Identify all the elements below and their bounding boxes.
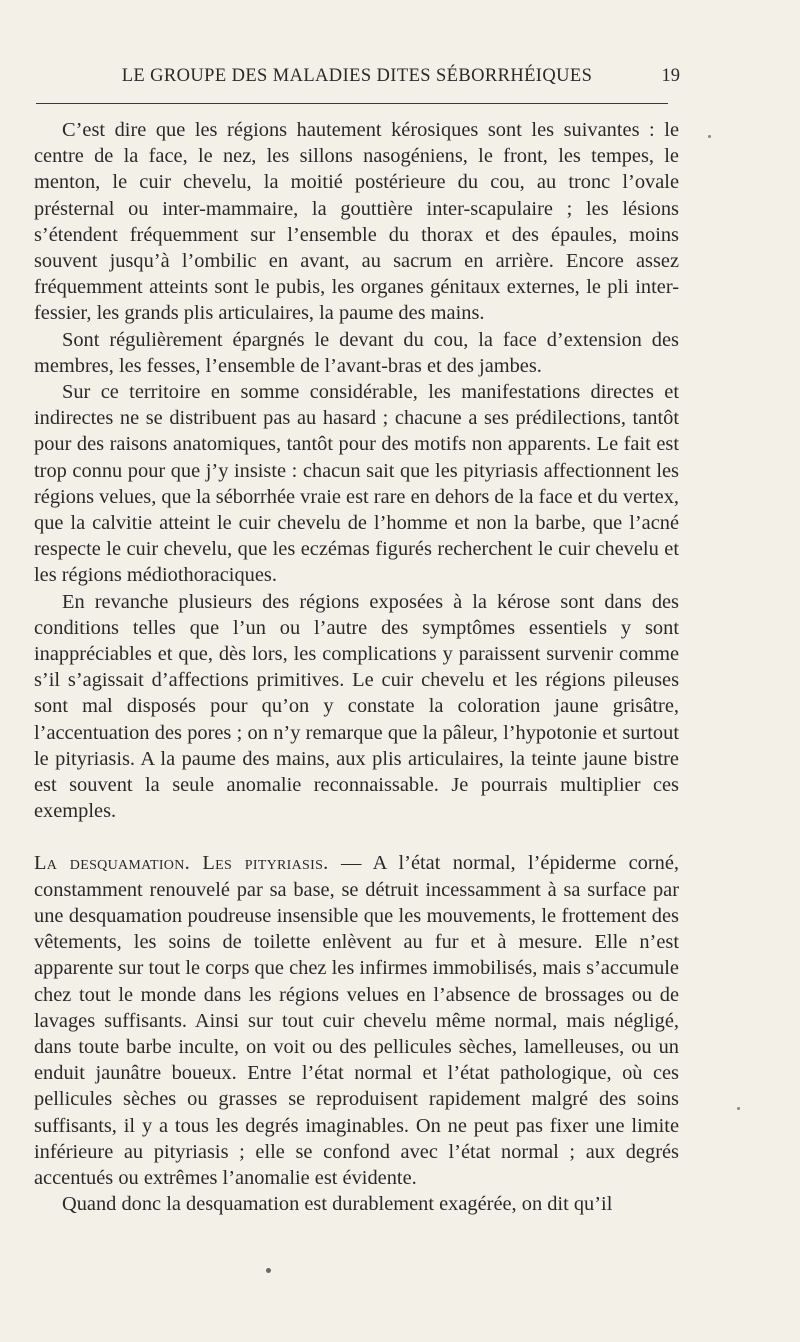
section-heading-desquamation: La desquamation. — [34, 852, 191, 875]
last-paragraph: Quand donc la desquamation est durablement exagérée, on dit qu’il — [62, 1193, 613, 1216]
paper-speck — [708, 135, 711, 138]
paragraph-4: En revanche plusieurs des régions exposées à la kérose sont dans des conditions telles que l’un ou l’autre des symptômes essentiels y sont inappréciables et que, dès lors, les complications y paraissent survenir comme s’il s’agissait d’affections primitives. Le cuir chevelu et les régions pileuses sont mal disposés pour qu’on y constate la coloration jaune grisâtre, l’accentuation des pores ; on n’y remarque que la pâleur, l’hypotonie et surtout le pityriasis. A la paume des mains, aux plis articulaires, la teinte jaune bistre est souvent la seule anomalie reconnaissable. Je pourrais multiplier ces exemples. — [34, 590, 679, 823]
running-head — [34, 62, 680, 92]
body-text — [34, 117, 679, 1217]
paragraph-1: C’est dire que les régions hautement kérosiques sont les suivantes : le centre de la face, le nez, les sillons nasogéniens, le front, les tempes, le menton, le cuir chevelu, la moitié postérieure du cou, au tronc l’ovale présternal ou inter-mammaire, la gouttière inter-scapulaire ; les lésions s’étendent fréquemment sur l’ensemble du thorax et des épaules, moins souvent jusqu’à l’ombilic en avant, au sacrum en arrière. Encore assez fréquemment atteints sont le pubis, les organes génitaux externes, le pli inter-fessier, les grands plis articulaires, la paume des mains. — [34, 119, 679, 325]
paragraph-2: Sont régulièrement épargnés le devant du cou, la face d’extension des membres, les fesses, l’ensemble de l’avant-bras et des jambes. — [34, 328, 679, 377]
section-lead-text: A l’état normal, l’épiderme corné, constamment renouvelé par sa base, se détruit incessamment à sa surface par une desquamation poudreuse insensible que les mouvements, le frottement des vêtements, les soins de toilette enlèvent au fur et à mesure. Elle n’est apparente sur tout le corps que chez les infirmes immobilisés, mais s’accumule chez tout le monde dans les régions velues en l’absence de brossages ou de lavages suffisants. Ainsi sur tout cuir chevelu même normal, mais négligé, dans toute barbe inculte, on voit ou des pellicules sèches, lamelleuses, ou un enduit jaunâtre boueux. Entre l’état normal et l’état pathologique, où ces pellicules sèches ou grasses se reproduisent rapidement malgré des soins suffisants, il y a tous les degrés imaginables. On ne peut pas fixer une limite inférieure au pityriasis ; elle se confond avec l’état normal ; aux degrés accentués ou extrêmes l’anomalie est évidente. — [34, 852, 679, 1189]
section-heading-pityriasis: Les pityriasis. — [202, 852, 329, 875]
paragraph-3: Sur ce territoire en somme considérable, les manifestations directes et indirectes ne se distribuent pas au hasard ; chacune a ses prédilections, tantôt pour des raisons anatomiques, tantôt pour des motifs non apparents. Le fait est trop connu pour que j’y insiste : chacun sait que les pityriasis affectionnent les régions velues, que la séborrhée vraie est rare en dehors de la face et du vertex, que la calvitie atteint le cuir chevelu de l’homme et non la barbe, que l’acné respecte le cuir chevelu, que les eczémas figurés recherchent le cuir chevelu et les régions médiothoraciques. — [34, 381, 679, 587]
paper-speck — [737, 1107, 740, 1110]
page-number: 19 — [661, 66, 680, 86]
running-title: LE GROUPE DES MALADIES DITES SÉBORRHÉIQUES — [121, 66, 593, 86]
section-paragraph — [34, 850, 679, 1191]
heading-dash: — — [328, 852, 373, 875]
paper-speck — [266, 1268, 271, 1273]
section-gap — [34, 824, 679, 850]
header-rule — [36, 103, 668, 104]
